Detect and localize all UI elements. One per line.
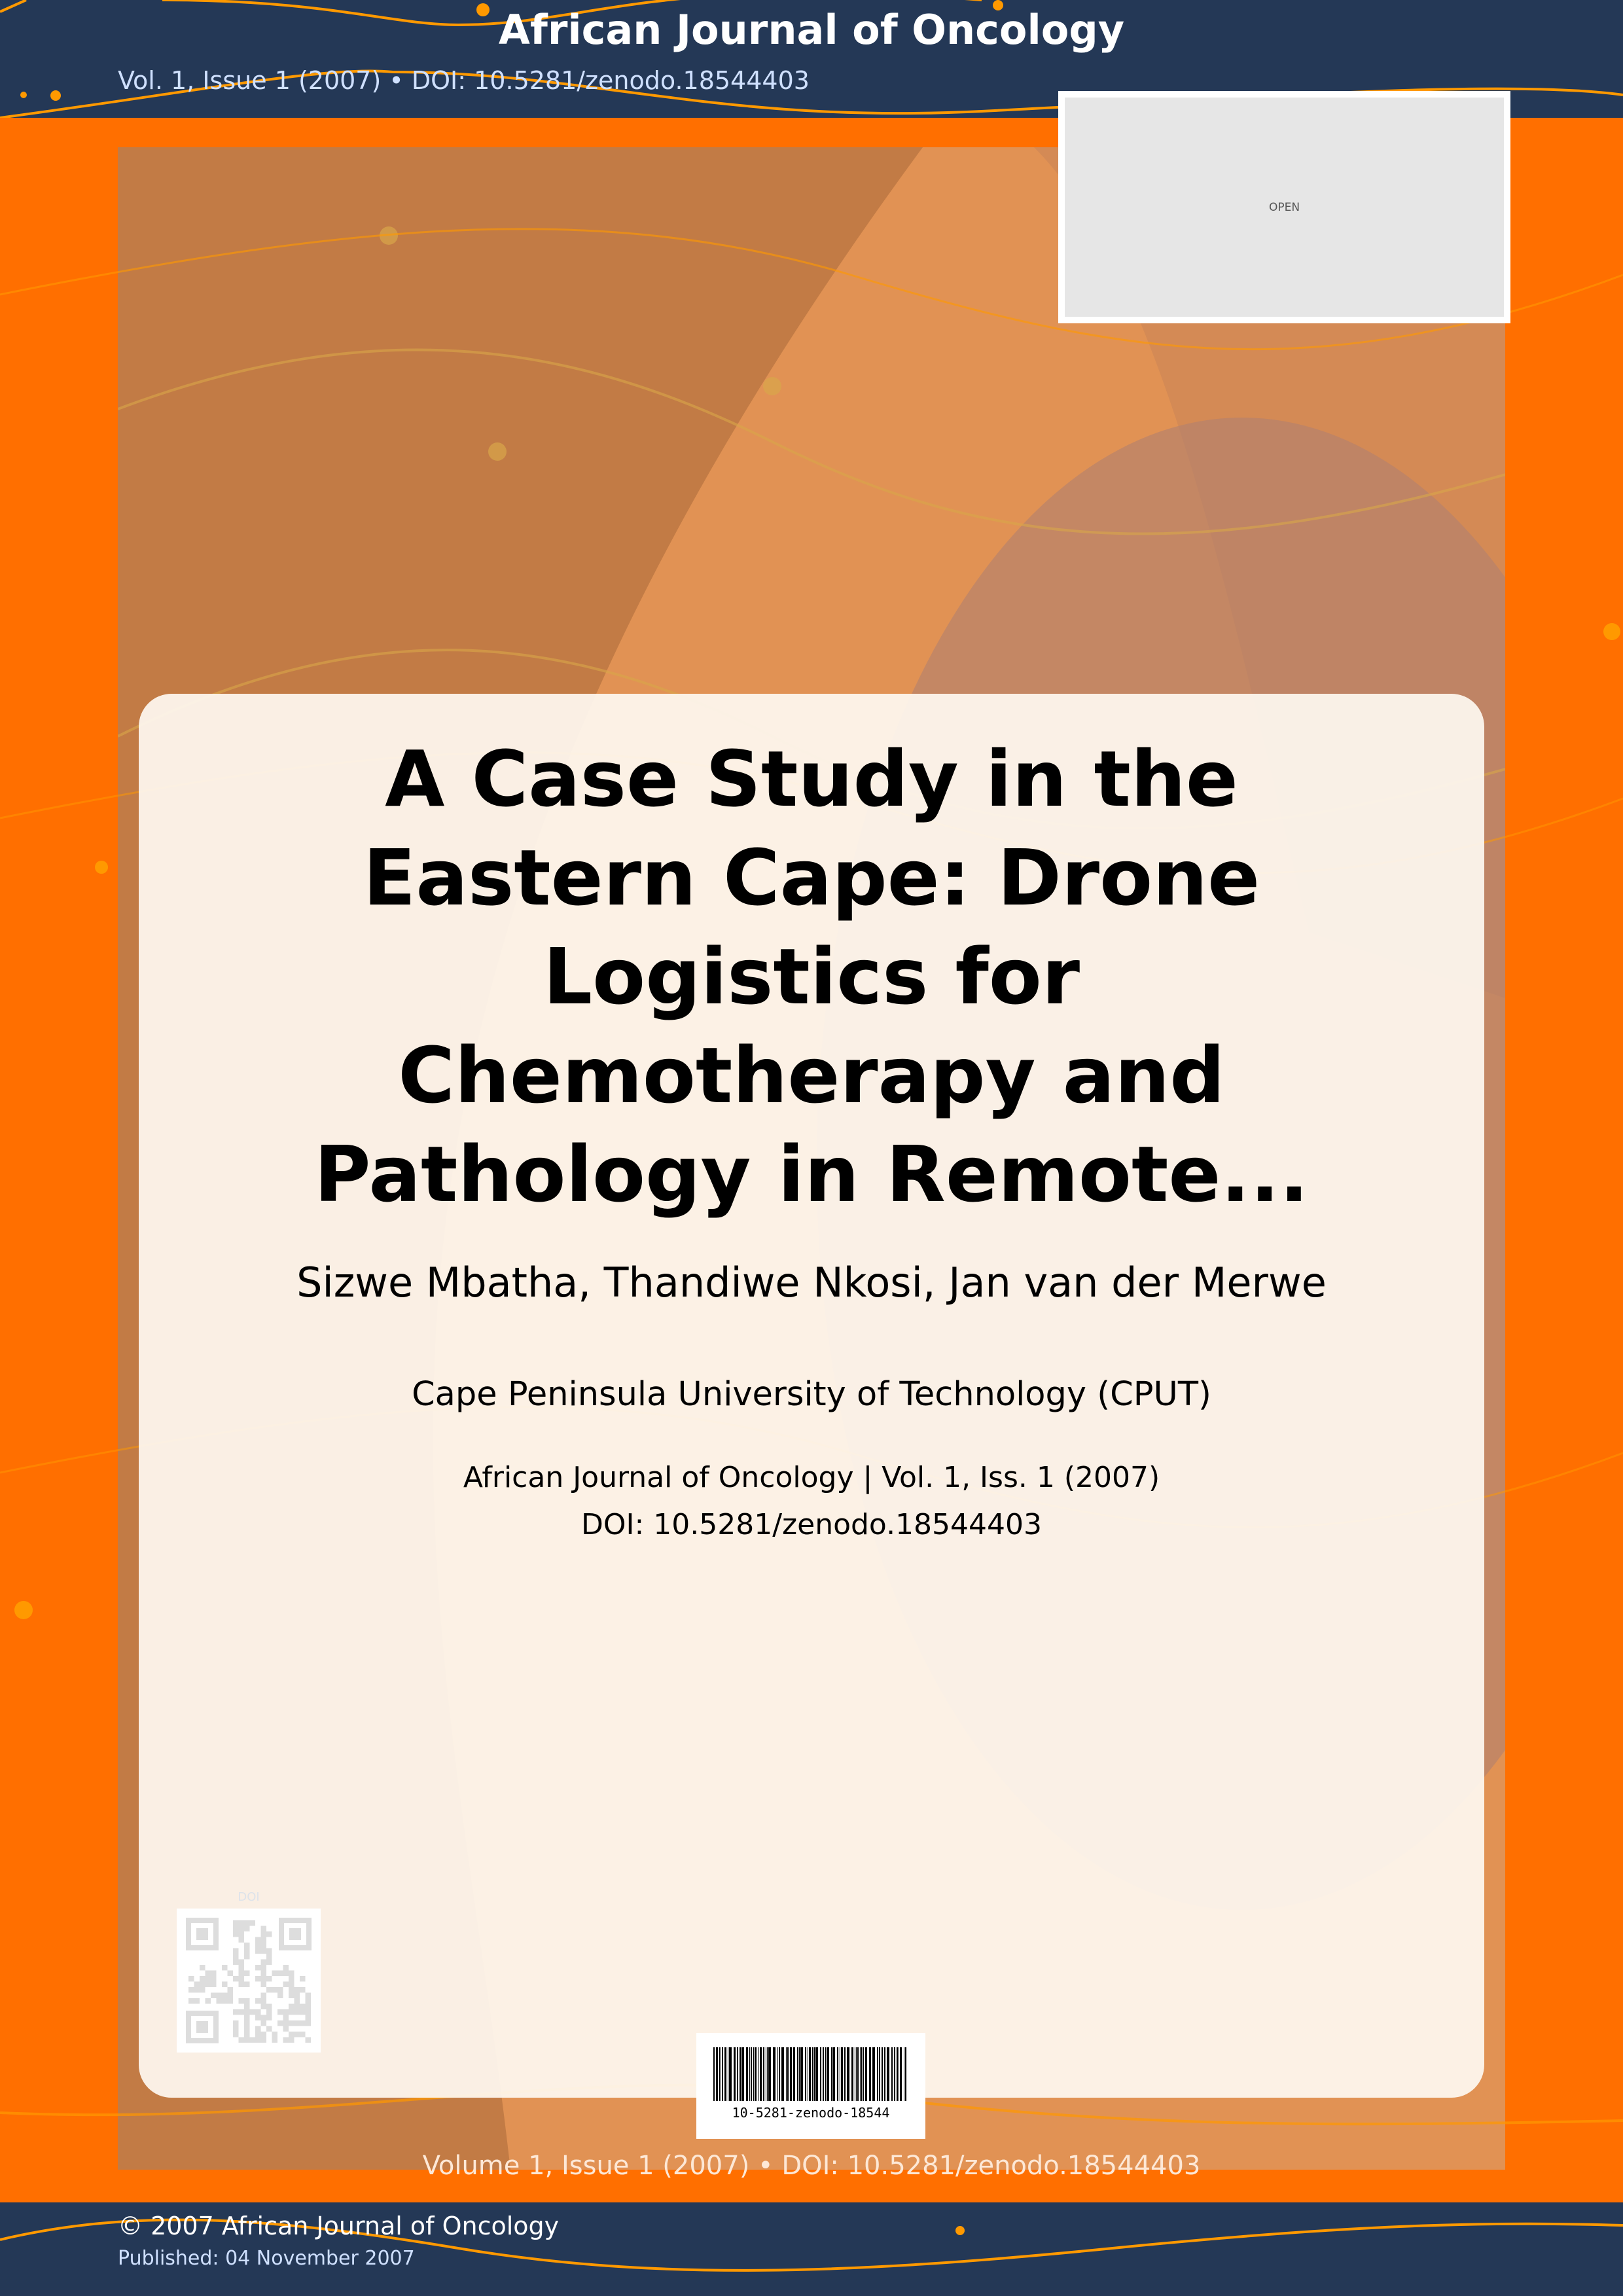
- qr-module: [266, 1948, 272, 1954]
- qr-module: [194, 1987, 200, 1993]
- qr-module: [266, 1954, 272, 1960]
- barcode-bar: [790, 2047, 792, 2101]
- qr-module: [300, 2032, 306, 2037]
- qr-module: [294, 2032, 300, 2037]
- barcode-bar: [891, 2047, 893, 2101]
- qr-module: [283, 2026, 289, 2032]
- qr-module: [277, 1971, 283, 1977]
- barcode-bar: [827, 2047, 829, 2101]
- qr-module: [244, 1998, 250, 2004]
- qr-module: [233, 1976, 239, 1982]
- qr-module: [283, 2009, 289, 2015]
- barcode-bar: [755, 2047, 757, 2101]
- article-doi: DOI: 10.5281/zenodo.18544403: [580, 1508, 1043, 1541]
- barcode-bar: [882, 2047, 883, 2101]
- qr-module: [255, 1965, 261, 1971]
- qr-module: [250, 1920, 256, 1926]
- barcode-bar: [905, 2047, 906, 2101]
- qr-module: [244, 1971, 250, 1977]
- qr-module: [244, 2032, 250, 2037]
- qr-module: [261, 1998, 267, 2004]
- qr-module: [294, 2004, 300, 2010]
- barcode-bar: [872, 2047, 875, 2101]
- barcode-bar: [861, 2047, 862, 2101]
- qr-module: [289, 1971, 294, 1977]
- qr-module: [222, 1993, 228, 1999]
- qr-module: [228, 1987, 234, 1993]
- qr-module: [228, 1998, 234, 2004]
- qr-module: [194, 1982, 200, 1988]
- barcode-bar: [805, 2047, 806, 2101]
- qr-module: [239, 1998, 245, 2004]
- qr-module: [266, 1960, 272, 1965]
- qr-module: [239, 1971, 245, 1977]
- barcode-bar: [758, 2047, 759, 2101]
- qr-module: [255, 1943, 261, 1948]
- qr-module: [200, 1976, 205, 1982]
- qr-module: [205, 1971, 211, 1977]
- qr-module: [233, 1931, 239, 1937]
- qr-module: [244, 1926, 250, 1932]
- qr-module: [239, 1920, 245, 1926]
- qr-module: [228, 1993, 234, 1999]
- barcode-bar: [737, 2047, 738, 2101]
- qr-module: [261, 1971, 267, 1977]
- barcode-bar: [787, 2047, 789, 2101]
- qr-module: [300, 2020, 306, 2026]
- qr-module: [255, 1976, 261, 1982]
- qr-module: [233, 1926, 239, 1932]
- qr-module: [261, 2032, 267, 2037]
- qr-module: [266, 2026, 272, 2032]
- barcode-bar: [837, 2047, 838, 2101]
- qr-module: [233, 2032, 239, 2037]
- qr-module: [289, 2009, 294, 2015]
- barcode-bar: [753, 2047, 754, 2101]
- barcode-bar: [856, 2047, 857, 2101]
- barcode-bar: [863, 2047, 864, 2101]
- qr-module: [233, 2020, 239, 2026]
- qr-module: [188, 1976, 194, 1982]
- qr-module: [244, 1920, 250, 1926]
- qr-module: [233, 2009, 239, 2015]
- qr-module: [261, 2015, 267, 2021]
- qr-module: [261, 1982, 267, 1988]
- qr-module: [294, 1987, 300, 1993]
- qr-module: [294, 1993, 300, 1999]
- qr-label: DOI: [238, 1890, 260, 1904]
- qr-module: [289, 2032, 294, 2037]
- qr-module: [255, 1937, 261, 1943]
- qr-module: [211, 1993, 217, 1999]
- barcode-bar: [900, 2047, 902, 2101]
- qr-module: [239, 1982, 245, 1988]
- barcode-bar: [751, 2047, 752, 2101]
- qr-module: [228, 1971, 234, 1977]
- footer: [0, 2202, 1623, 2296]
- article-affiliation: Cape Peninsula University of Technology (CPUT): [412, 1375, 1211, 1414]
- qr-module: [239, 1937, 245, 1943]
- published-date: Published: 04 November 2007: [118, 2247, 415, 2270]
- barcode-bar: [825, 2047, 826, 2101]
- journal-title: African Journal of Oncology: [498, 6, 1125, 54]
- barcode-bar: [815, 2047, 818, 2101]
- qr-module: [283, 1971, 289, 1977]
- qr-module: [272, 2032, 278, 2037]
- open-access-label: OPEN: [1268, 200, 1300, 214]
- qr-module: [261, 1937, 267, 1943]
- barcode-bar: [884, 2047, 885, 2101]
- qr-module: [272, 1987, 278, 1993]
- barcode-bar: [722, 2047, 723, 2101]
- qr-module: [283, 1982, 289, 1988]
- qr-module: [266, 2015, 272, 2021]
- qr-module: [211, 1971, 217, 1977]
- barcode-bar: [894, 2047, 895, 2101]
- qr-module: [250, 2009, 256, 2015]
- qr-module: [294, 1998, 300, 2004]
- issue-doi-line: Vol. 1, Issue 1 (2007) • DOI: 10.5281/zenodo.18544403: [118, 66, 810, 95]
- qr-module: [200, 1965, 205, 1971]
- qr-module: [244, 2037, 250, 2043]
- qr-module: [289, 2037, 294, 2043]
- qr-module: [289, 1982, 294, 1988]
- barcode-bar: [740, 2047, 741, 2101]
- qr-module: [306, 2009, 312, 2015]
- barcode-bar: [729, 2047, 732, 2101]
- qr-module: [283, 2020, 289, 2026]
- qr-module: [283, 1965, 289, 1971]
- barcode-bar: [779, 2047, 780, 2101]
- qr-module: [244, 2004, 250, 2010]
- barcode-bar: [812, 2047, 813, 2101]
- barcode-bar: [773, 2047, 776, 2101]
- qr-module: [261, 1931, 267, 1937]
- qr-module: [233, 1948, 239, 1954]
- qr-module: [200, 1982, 205, 1988]
- barcode-bar: [869, 2047, 871, 2101]
- qr-module: [261, 2004, 267, 2010]
- qr-module: [306, 2015, 312, 2021]
- qr-module: [233, 1954, 239, 1960]
- qr-module: [222, 1982, 228, 1988]
- qr-module: [233, 1920, 239, 1926]
- barcode-bar: [767, 2047, 768, 2101]
- qr-module: [239, 2037, 245, 2043]
- qr-module: [277, 2020, 283, 2026]
- qr-module: [266, 1987, 272, 1993]
- barcode-bar: [763, 2047, 764, 2101]
- qr-module: [289, 1976, 294, 1982]
- qr-module: [261, 2020, 267, 2026]
- qr-module: [239, 1926, 245, 1932]
- barcode-bar: [879, 2047, 880, 2101]
- qr-module: [250, 2037, 256, 2043]
- qr-module: [217, 1993, 223, 1999]
- qr-module: [194, 1998, 200, 2004]
- copyright: © 2007 African Journal of Oncology: [118, 2212, 560, 2240]
- qr-module: [261, 1993, 267, 1999]
- barcode-bar: [844, 2047, 846, 2101]
- qr-module: [306, 2037, 312, 2043]
- barcode-bar: [857, 2047, 859, 2101]
- barcode-bar: [860, 2047, 861, 2101]
- barcode-bar: [799, 2047, 800, 2101]
- barcode-bar: [841, 2047, 843, 2101]
- qr-module: [277, 1987, 283, 1993]
- qr-module: [266, 1976, 272, 1982]
- barcode-bar: [800, 2047, 803, 2101]
- qr-module: [261, 1960, 267, 1965]
- barcode-bar: [734, 2047, 736, 2101]
- qr-module: [188, 1987, 194, 1993]
- qr-module: [306, 1993, 312, 1999]
- qr-module: [239, 1976, 245, 1982]
- qr-module: [300, 2004, 306, 2010]
- qr-module: [294, 2020, 300, 2026]
- volume-line: Volume 1, Issue 1 (2007) • DOI: 10.5281/zenodo.18544403: [422, 2151, 1201, 2181]
- qr-module: [255, 1998, 261, 2004]
- qr-module: [261, 2037, 267, 2043]
- qr-module: [244, 1954, 250, 1960]
- barcode-bar: [716, 2047, 718, 2101]
- qr-module: [300, 1976, 306, 1982]
- qr-module: [261, 1948, 267, 1954]
- barcode-bar: [847, 2047, 849, 2101]
- barcode-bar: [851, 2047, 853, 2101]
- barcode-bar: [865, 2047, 867, 2101]
- qr-module: [261, 1976, 267, 1982]
- qr-module: [244, 2009, 250, 2015]
- qr-module: [244, 2026, 250, 2032]
- qr-module: [233, 2026, 239, 2032]
- qr-module: [255, 2032, 261, 2037]
- barcode-bar: [887, 2047, 889, 2101]
- qr-module: [244, 1948, 250, 1954]
- qr-module: [261, 1965, 267, 1971]
- qr-module: [266, 2009, 272, 2015]
- barcode-bar: [823, 2047, 824, 2101]
- qr-module: [266, 1931, 272, 1937]
- qr-module: [205, 1976, 211, 1982]
- barcode: [696, 2033, 925, 2139]
- qr-module: [222, 1998, 228, 2004]
- qr-module: [255, 1948, 261, 1954]
- qr-module: [272, 2037, 278, 2043]
- qr-module: [211, 1976, 217, 1982]
- journal-citation: African Journal of Oncology | Vol. 1, Iss. 1 (2007): [463, 1461, 1160, 1494]
- qr-module: [277, 2009, 283, 2015]
- qr-module: [239, 1960, 245, 1965]
- qr-module: [244, 1943, 250, 1948]
- qr-module: [255, 2026, 261, 2032]
- qr-module: [266, 2004, 272, 2010]
- qr-module: [255, 2009, 261, 2015]
- barcode-bar: [724, 2047, 726, 2101]
- qr-module: [306, 2020, 312, 2026]
- qr-module: [289, 1993, 294, 1999]
- qr-module: [239, 1931, 245, 1937]
- qr-module: [244, 2015, 250, 2021]
- qr-module: [261, 1926, 267, 1932]
- barcode-bar: [877, 2047, 878, 2101]
- qr-module: [205, 1982, 211, 1988]
- qr-module: [261, 1943, 267, 1948]
- barcode-bar: [781, 2047, 784, 2101]
- qr-module: [244, 1982, 250, 1988]
- barcode-bar: [897, 2047, 898, 2101]
- qr-module: [283, 2037, 289, 2043]
- barcode-bar: [760, 2047, 762, 2101]
- qr-module: [217, 1998, 223, 2004]
- qr-module: [294, 2009, 300, 2015]
- barcode-bar: [793, 2047, 795, 2101]
- barcode-bar: [786, 2047, 787, 2101]
- barcode-bar: [713, 2047, 715, 2101]
- barcode-bar: [814, 2047, 815, 2101]
- qr-module: [306, 1998, 312, 2004]
- barcode-bar: [777, 2047, 778, 2101]
- qr-module: [289, 1987, 294, 1993]
- open-access-badge: [1058, 91, 1510, 323]
- qr-module: [255, 2015, 261, 2021]
- qr-module: [283, 2015, 289, 2021]
- qr-module: [300, 2009, 306, 2015]
- barcode-bar: [741, 2047, 744, 2101]
- qr-module: [300, 1987, 306, 1993]
- barcode-text: 10-5281-zenodo-18544: [732, 2105, 890, 2121]
- qr-module: [244, 2020, 250, 2026]
- qr-module: [289, 2004, 294, 2010]
- qr-module: [255, 2037, 261, 2043]
- qr-module: [222, 1965, 228, 1971]
- qr-module: [239, 2009, 245, 2015]
- barcode-bar: [797, 2047, 798, 2101]
- qr-module: [211, 1982, 217, 1988]
- qr-module: [306, 2004, 312, 2010]
- qr-module: [188, 1998, 194, 2004]
- barcode-bar: [831, 2047, 832, 2101]
- qr-module: [205, 1998, 211, 2004]
- qr-module: [289, 2020, 294, 2026]
- qr-module: [277, 1993, 283, 1999]
- qr-module: [233, 1960, 239, 1965]
- barcode-bar: [768, 2047, 771, 2101]
- barcode-bar: [746, 2047, 748, 2101]
- barcode-bar: [820, 2047, 821, 2101]
- qr-module: [239, 1965, 245, 1971]
- barcode-bar: [719, 2047, 720, 2101]
- barcode-bar: [809, 2047, 811, 2101]
- doi-qr-code: [177, 1909, 321, 2053]
- barcode-bar: [749, 2047, 750, 2101]
- qr-module: [200, 1987, 205, 1993]
- barcode-bar: [832, 2047, 835, 2101]
- article-title: A Case Study in the Eastern Cape: Drone Logistics for Chemotherapy and Pathology in Remote...: [314, 734, 1309, 1219]
- article-authors: Sizwe Mbatha, Thandiwe Nkosi, Jan van der Merwe: [296, 1259, 1327, 1306]
- qr-module: [272, 1971, 278, 1977]
